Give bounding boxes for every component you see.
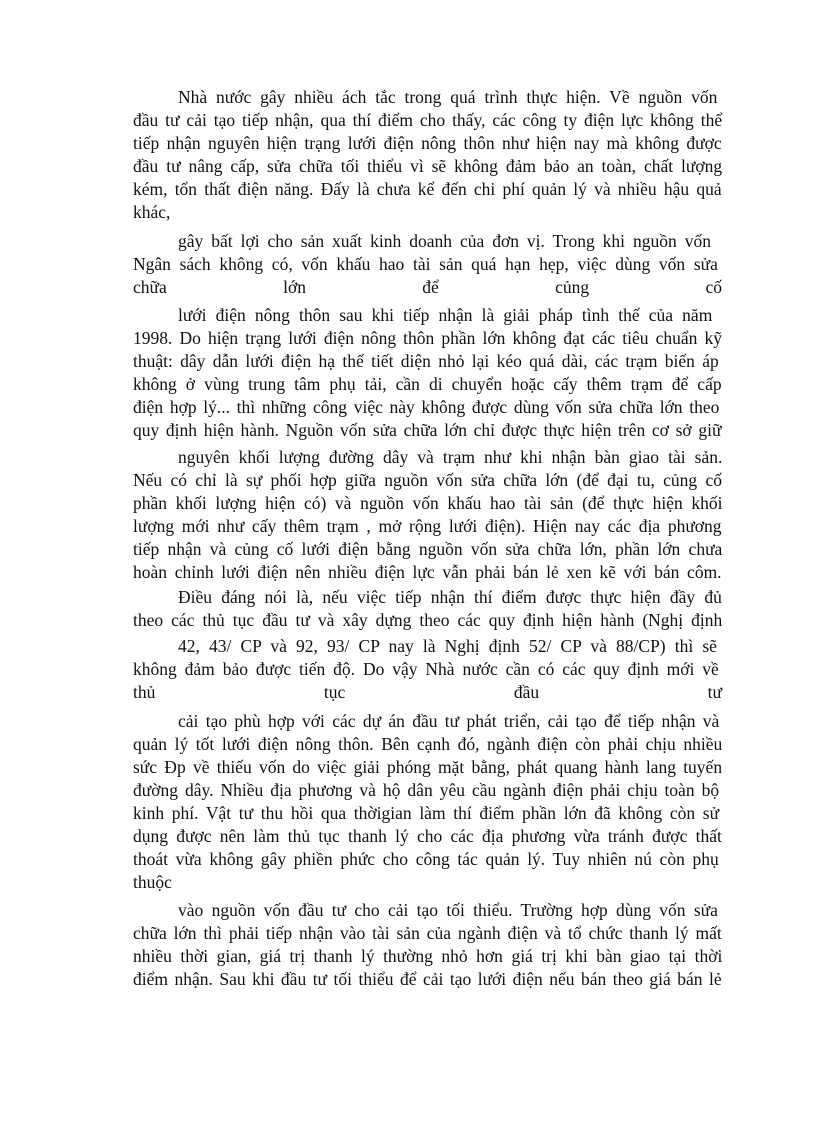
text-line: sức Đp về thiếu vốn do việc giải phóng mặt bằng, phát quang hành lang tuyến <box>133 757 723 777</box>
text-line: quy định hiện hành. Nguồn vốn sửa chữa lớn chỉ được thực hiện trên cơ sở giữ <box>133 420 722 440</box>
text-line: cải tạo phù hợp với các dự án đầu tư phát triển, cải tạo để tiếp nhận và <box>178 711 720 731</box>
text-fragment: thủ <box>133 682 156 702</box>
text-line: Ngân sách không có, vốn khấu hao tài sản quá hạn hẹp, việc dùng vốn sửa <box>133 254 718 274</box>
text-line: đầu tư nâng cấp, sửa chữa tối thiểu vì sẽ không đảm bảo an toàn, chất lượng <box>133 156 723 176</box>
text-line: Nhà nước gây nhiều ách tắc trong quá trình thực hiện. Về nguồn vốn <box>178 87 718 107</box>
text-fragment: lớn <box>283 277 306 297</box>
text-line: nhiều thời gian, giá trị thanh lý thường nhỏ hơn giá trị khi bàn giao tại thời <box>133 946 723 966</box>
text-fragment: cố <box>705 277 722 297</box>
text-line: điểm nhận. Sau khi đầu tư tối thiểu để cải tạo lưới điện nếu bán theo giá bán lẻ <box>133 969 722 989</box>
text-line: quản lý tốt lưới điện nông thôn. Bên cạnh đó, ngành điện còn phải chịu nhiều <box>133 734 723 754</box>
text-line: tiếp nhận và củng cố lưới điện bằng nguồn vốn sửa chữa lớn, phần lớn chưa <box>133 539 723 559</box>
text-line: chữa lớn thì phải tiếp nhận vào tài sản của ngành điện và tổ chức thanh lý mất <box>133 923 722 943</box>
text-fragment: tư <box>707 682 722 702</box>
text-line: theo các thủ tục đầu tư và xây dựng theo các quy định hiện hành (Nghị định <box>133 610 723 630</box>
text-fragment: chữa <box>133 277 167 297</box>
text-line: Điều đáng nói là, nếu việc tiếp nhận thí điểm được thực hiện đầy đủ <box>178 587 722 607</box>
text-line <box>133 276 722 298</box>
text-fragment: tục <box>323 682 346 702</box>
text-line: Nếu có chỉ là sự phối hợp giữa nguồn vốn sửa chữa lớn (để đại tu, củng cố <box>133 470 723 490</box>
text-line: khác, <box>133 202 171 222</box>
text-line: kinh phí. Vật tư thu hồi qua thờigian làm thí điểm phần lớn đã không còn sử <box>133 803 720 823</box>
text-line: dụng được nên làm thủ tục thanh lý cho các địa phương vừa tránh được thất <box>133 826 722 846</box>
text-line: thuật: dây dẫn lưới điện hạ thế tiết diện nhỏ lại kéo quá dài, các trạm biến áp <box>133 351 719 371</box>
text-fragment: củng <box>555 277 590 297</box>
text-line: đường dây. Nhiều địa phương và hộ dân yêu cầu ngành điện phải chịu toàn bộ <box>133 780 720 800</box>
text-line: không đảm bảo được tiến độ. Do vậy Nhà nước cần có các quy định mới về <box>133 659 719 679</box>
text-line: lưới điện nông thôn sau khi tiếp nhận là giải pháp tình thế của năm <box>178 305 713 325</box>
text-line: thuộc <box>133 872 172 892</box>
text-line <box>133 681 722 703</box>
text-line: phần khối lượng hiện có) và nguồn vốn khấu hao tài sản (để thực hiện khối <box>133 493 723 513</box>
text-line: 42, 43/ CP và 92, 93/ CP nay là Nghị định 52/ CP và 88/CP) thì sẽ <box>178 636 717 656</box>
text-line: kém, tổn thất điện năng. Đấy là chưa kể đến chi phí quản lý và nhiều hậu quả <box>133 179 722 199</box>
text-line: đầu tư cải tạo tiếp nhận, qua thí điểm cho thấy, các công ty điện lực không thể <box>133 110 723 130</box>
text-line: vào nguồn vốn đầu tư cho cải tạo tối thiểu. Trường hợp dùng vốn sửa <box>178 900 718 920</box>
text-line: nguyên khối lượng đường dây và trạm như khi nhận bàn giao tài sản. <box>178 447 723 467</box>
text-line: không ở vùng trung tâm phụ tải, cần di chuyển hoặc cấy thêm trạm để cấp <box>133 374 722 394</box>
text-fragment: đầu <box>513 682 540 702</box>
text-fragment: để <box>422 277 439 297</box>
text-line: điện hợp lý... thì những công việc này không được dùng vốn sửa chữa lớn theo <box>133 397 720 417</box>
text-line: tiếp nhận nguyên hiện trạng lưới điện nông thôn như hiện nay mà không được <box>133 133 722 153</box>
text-line: gây bất lợi cho sản xuất kinh doanh của đơn vị. Trong khi nguồn vốn <box>178 231 711 251</box>
text-line: hoàn chỉnh lưới điện nên nhiều điện lực vẫn phải bán lẻ xen kẽ với bán côm. <box>133 562 722 582</box>
text-line: 1998. Do hiện trạng lưới điện nông thôn phần lớn không đạt các tiêu chuẩn kỹ <box>133 328 722 348</box>
text-line: lượng mới như cấy thêm trạm , mở rộng lưới điện). Hiện nay các địa phương <box>133 516 722 536</box>
text-line: thoát vừa không gây phiền phức cho công tác quản lý. Tuy nhiên nú còn phụ <box>133 849 719 869</box>
